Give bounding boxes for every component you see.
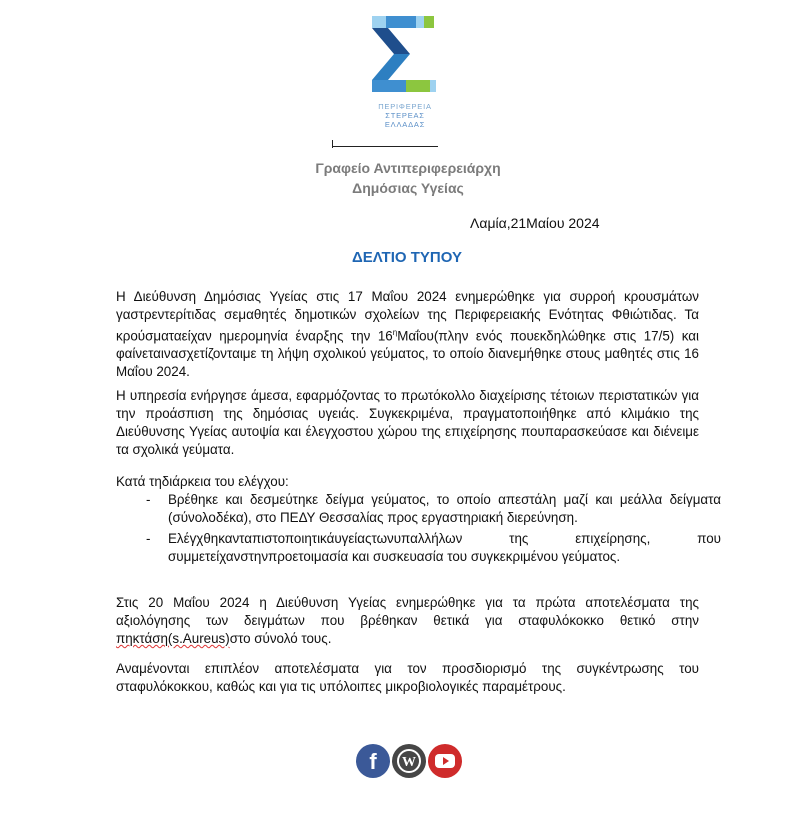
wordpress-icon[interactable] xyxy=(392,744,426,778)
paragraph-5: Αναμένονται επιπλέον αποτελέσματα για τον προσδιορισμό της συγκέντρωσης του σταφυλόκοκκου, καθώς και για τις υπόλοιπες μικροβιολογικές παραμέτρους. xyxy=(116,661,699,694)
ordinal-superscript: η xyxy=(392,328,398,337)
list-item xyxy=(146,530,721,566)
paragraph-1 xyxy=(116,288,699,381)
bullet-text-1: Βρέθηκε και δεσμεύτηκε δείγμα γεύματος, το οποίο απεστάλη μαζί και μεάλλα δείγματα (σύνολοδέκα), στο ΠΕΔΥ Θεσσαλίας προς εργαστηριακή διερεύνηση. xyxy=(168,492,721,525)
paragraph-1-part-b: Μαΐου(πλην ενός πουεκδηλώθηκε στις 17/5) και φαίνεταινασχετίζονταιμε τη λήψη σχολικού γεύματος, το οποίο διανεμήθηκε στους μαθητές στις 16 Μαΐου 2024. xyxy=(116,328,699,380)
press-release-title: ΔΕΛΤΙΟ ΤΥΠΟΥ xyxy=(352,249,462,266)
spellcheck-marked-text: πηκτάση(s.Aureus) xyxy=(116,631,230,646)
list-item xyxy=(146,491,721,527)
paragraph-1-part-a: Η Διεύθυνση Δημόσιας Υγείας στις 17 Μαΐου 2024 ενημερώθηκε για συρροή κρουσμάτων γαστρεντερίτιδας σεμαθητές δημοτικών σχολείων της Περιφερειακής Ενότητας Φθιώτιδας. Τα κρούσματαείχαν ημερομηνία έναρξης την 16 xyxy=(116,289,699,344)
bullet-text-2: Ελέγχθηκανταπιστοποιητικάυγείαςτωνυπαλλήλων της επιχείρησης, που συμμετείχανστηνπροετοιμασία και συσκευασία του συγκεκριμένου γεύματος. xyxy=(168,531,721,564)
document-date: Λαμία,21Μαίου 2024 xyxy=(470,215,600,231)
header-divider xyxy=(332,146,438,147)
sigma-logo-icon xyxy=(366,14,444,100)
bullet-dash: - xyxy=(146,492,151,507)
bullet-dash: - xyxy=(146,531,151,546)
office-title: Γραφείο Αντιπεριφερειάρχη xyxy=(315,160,501,176)
logo-text-line2: ΣΤΕΡΕΑΣ xyxy=(385,111,425,120)
social-links xyxy=(356,744,462,778)
youtube-icon[interactable] xyxy=(428,744,462,778)
paragraph-2: Η υπηρεσία ενήργησε άμεσα, εφαρμόζοντας το πρωτόκολλο διαχείρισης τέτοιων περιστατικών για την προάσπιση της δημόσιας υγειάς. Συγκεκριμένα, πραγματοποιήθηκε από κλιμάκιο της Διεύθυνσης Υγείας αυτοψία και έλεγχοστου χώρου της επιχείρησης πουπαρασκεύασε και διένειμε τα σχολικά γεύματα. xyxy=(116,388,699,457)
office-subtitle: Δημόσιας Υγείας xyxy=(352,180,464,196)
paragraph-4-part-a: Στις 20 Μαΐου 2024 η Διεύθυνση Υγείας ενημερώθηκε για τα πρώτα αποτελέσματα της αξιολόγησης των δειγμάτων που βρέθηκαν θετικά για σταφυλόκοκκο θετικό στην xyxy=(116,595,699,628)
facebook-icon[interactable] xyxy=(356,744,390,778)
paragraph-4-part-b: στο σύνολό τους. xyxy=(229,631,332,646)
svg-text:f: f xyxy=(369,749,377,774)
paragraph-4 xyxy=(116,594,699,648)
paragraph-3: Κατά τηδιάρκεια του ελέγχου: xyxy=(116,474,289,489)
svg-text:W: W xyxy=(402,755,416,770)
logo-text-line3: ΕΛΛΑΔΑΣ xyxy=(384,120,426,129)
region-logo xyxy=(366,14,444,129)
logo-text-line1: ΠΕΡΙΦΕΡΕΙΑ xyxy=(378,102,432,111)
